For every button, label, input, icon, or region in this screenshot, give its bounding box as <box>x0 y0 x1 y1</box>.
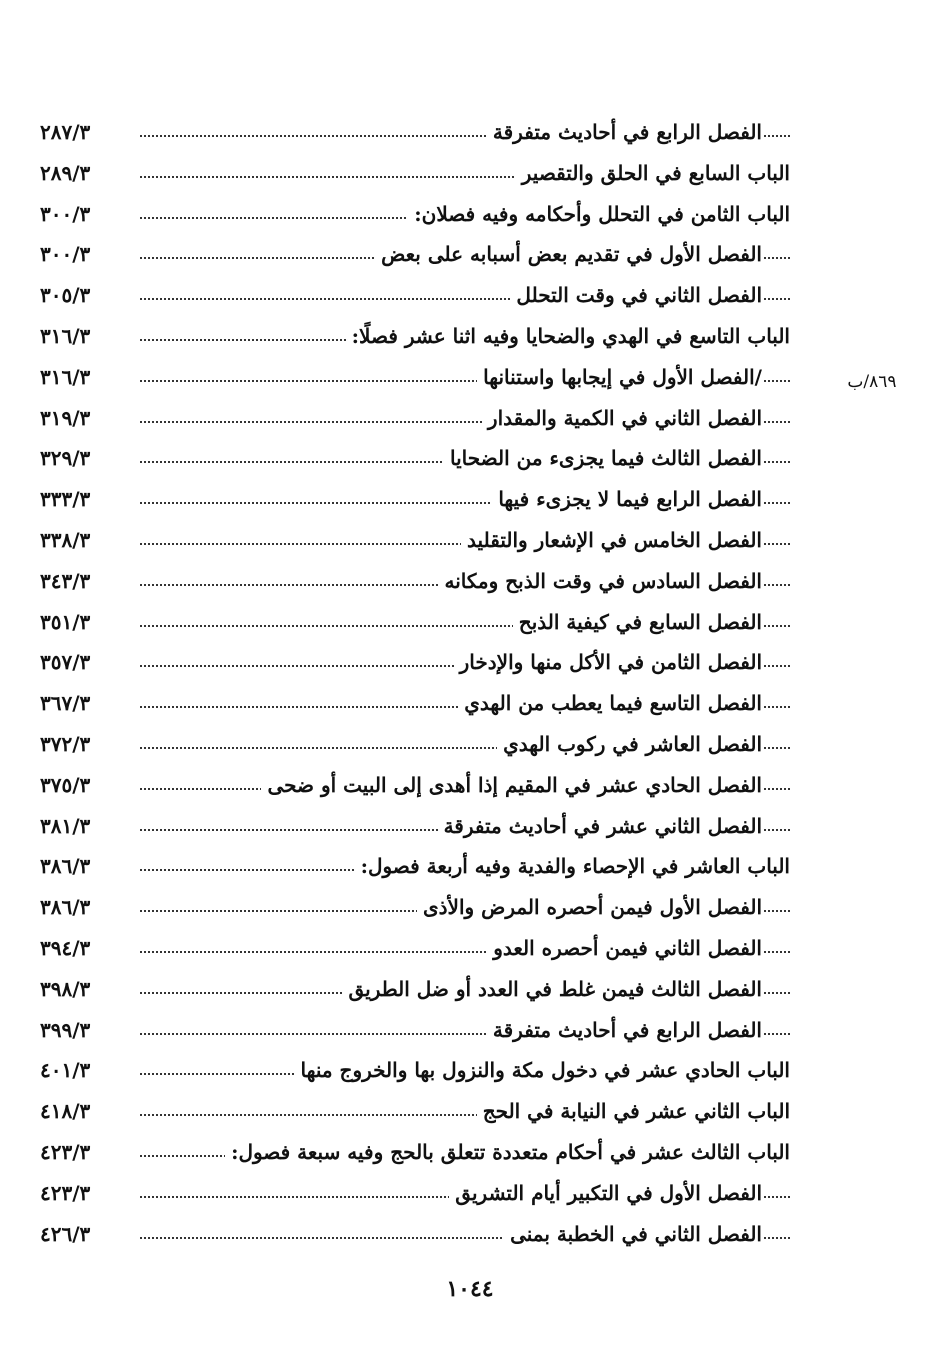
toc-entry-title: الفصل الحادي عشر في المقيم إذا أهدى إلى البيت أو ضحى <box>261 769 762 801</box>
toc-entry-title: الفصل التاسع فيما يعطب من الهدي <box>458 687 762 719</box>
toc-entry-title: الباب التاسع في الهدي والضحايا وفيه اثنا عشر فصلًا: <box>346 320 790 352</box>
toc-entry <box>40 316 790 357</box>
toc-entry-page: ٣٤٣/٣ <box>40 568 91 593</box>
toc-entry-title: الباب الثامن في التحلل وأحكامه وفيه فصلان: <box>408 198 790 230</box>
toc-entry <box>40 357 790 398</box>
toc-entry-page: ٣٣٨/٣ <box>40 527 91 552</box>
toc-entry <box>40 928 790 969</box>
toc-entry <box>40 1173 790 1214</box>
toc-entry-page: ٣٨١/٣ <box>40 813 91 838</box>
toc-entry-title: الفصل الرابع في أحاديث متفرقة <box>487 1014 762 1046</box>
toc-entry <box>40 806 790 847</box>
toc-entry-page: ٣٩٤/٣ <box>40 935 91 960</box>
toc-entry-page: ٣١٦/٣ <box>40 323 91 348</box>
toc-entry-title: الباب الثالث عشر في أحكام متعددة تتعلق بالحج وفيه سبعة فصول: <box>225 1136 790 1168</box>
toc-entry-page: ٣٨٦/٣ <box>40 895 91 920</box>
toc-entry-page: ٢٨٩/٣ <box>40 160 91 185</box>
toc-entry-page: ٣٨٦/٣ <box>40 854 91 879</box>
toc-entry-page: ٣٥١/٣ <box>40 609 91 634</box>
toc-entry <box>40 520 790 561</box>
toc-entry <box>40 642 790 683</box>
toc-entry <box>40 887 790 928</box>
toc-entry <box>40 846 790 887</box>
toc-entry-page: ٣٠٠/٣ <box>40 242 91 267</box>
toc-entry <box>40 683 790 724</box>
toc-entry-title: الفصل الخامس في الإشعار والتقليد <box>461 524 762 556</box>
toc-entry-page: ٤٢٣/٣ <box>40 1180 91 1205</box>
toc-entry-title: الفصل الأول في تقديم بعض أسبابه على بعض <box>375 238 762 270</box>
toc-entry <box>40 234 790 275</box>
toc-entry <box>40 479 790 520</box>
toc-entry-title: الباب الحادي عشر في دخول مكة والنزول بها والخروج منها <box>295 1054 790 1086</box>
toc-entry-title: الفصل العاشر في ركوب الهدي <box>497 728 762 760</box>
toc-entry-title: /الفصل الأول في إيجابها واستنانها <box>477 361 762 393</box>
toc-entry-page: ٣١٦/٣ <box>40 364 91 389</box>
toc-entry <box>40 1132 790 1173</box>
toc-entry <box>40 398 790 439</box>
toc-entry-page: ٣١٩/٣ <box>40 405 91 430</box>
toc-entry-title: الفصل الثاني في الخطبة بمنى <box>504 1218 762 1250</box>
toc-entry-page: ٣٩٩/٣ <box>40 1017 91 1042</box>
toc-entry <box>40 1010 790 1051</box>
table-of-contents <box>40 112 790 1254</box>
toc-entry-title: الفصل السادس في وقت الذبح ومكانه <box>439 565 763 597</box>
toc-entry-title: الفصل الأول في التكبير أيام التشريق <box>449 1177 762 1209</box>
toc-entry <box>40 153 790 194</box>
toc-entry-title: الباب العاشر في الإحصاء والفدية وفيه أربعة فصول: <box>355 850 790 882</box>
toc-entry-title: الباب الثاني عشر في النيابة في الحج <box>477 1095 790 1127</box>
toc-entry <box>40 275 790 316</box>
toc-entry <box>40 1091 790 1132</box>
toc-entry <box>40 561 790 602</box>
toc-entry <box>40 194 790 235</box>
toc-entry-page: ٣٧٢/٣ <box>40 731 91 756</box>
toc-entry-title: الفصل الثامن في الأكل منها والإدخار <box>454 646 762 678</box>
toc-entry <box>40 602 790 643</box>
toc-entry-page: ٢٨٧/٣ <box>40 120 91 144</box>
toc-entry-title: الفصل الرابع في أحاديث متفرقة <box>487 116 762 148</box>
toc-entry-title: الفصل الثاني في وقت التحلل <box>510 279 762 311</box>
margin-folio-note: ٨٦٩/ب <box>847 372 897 392</box>
toc-entry <box>40 765 790 806</box>
page-number: ١٠٤٤ <box>446 1276 494 1302</box>
toc-entry-page: ٤٠١/٣ <box>40 1058 91 1083</box>
toc-entry-page: ٣٢٩/٣ <box>40 446 91 471</box>
toc-entry <box>40 1214 790 1255</box>
toc-entry-page: ٣٣٣/٣ <box>40 487 91 512</box>
toc-entry-page: ٣٠٥/٣ <box>40 283 91 308</box>
toc-entry-page: ٣٥٧/٣ <box>40 650 91 675</box>
toc-entry <box>40 438 790 479</box>
toc-entry-title: الفصل الأول فيمن أحصره المرض والأذى <box>417 891 762 923</box>
toc-entry-page: ٣٧٥/٣ <box>40 772 91 797</box>
toc-entry-title: الفصل الثاني عشر في أحاديث متفرقة <box>438 810 762 842</box>
toc-entry-page: ٤٢٦/٣ <box>40 1221 91 1246</box>
toc-entry <box>40 1050 790 1091</box>
toc-entry <box>40 724 790 765</box>
toc-entry-page: ٣٠٠/٣ <box>40 201 91 226</box>
toc-entry-title: الباب السابع في الحلق والتقصير <box>516 157 790 189</box>
toc-entry-page: ٣٦٧/٣ <box>40 691 91 716</box>
toc-entry <box>40 112 790 153</box>
toc-entry-page: ٣٩٨/٣ <box>40 976 91 1001</box>
toc-entry-title: الفصل الثالث فيما يجزىء من الضحايا <box>444 442 762 474</box>
toc-entry-title: الفصل الثاني فيمن أحصره العدو <box>487 932 762 964</box>
toc-entry-title: الفصل السابع في كيفية الذبح <box>513 606 762 638</box>
toc-entry-title: الفصل الثالث فيمن غلط في العدد أو ضل الطريق <box>342 973 762 1005</box>
toc-entry-page: ٤١٨/٣ <box>40 1099 91 1124</box>
toc-entry <box>40 969 790 1010</box>
toc-entry-title: الفصل الثاني في الكمية والمقدار <box>482 402 762 434</box>
toc-entry-title: الفصل الرابع فيما لا يجزىء فيها <box>492 483 762 515</box>
toc-entry-page: ٤٢٣/٣ <box>40 1139 91 1164</box>
